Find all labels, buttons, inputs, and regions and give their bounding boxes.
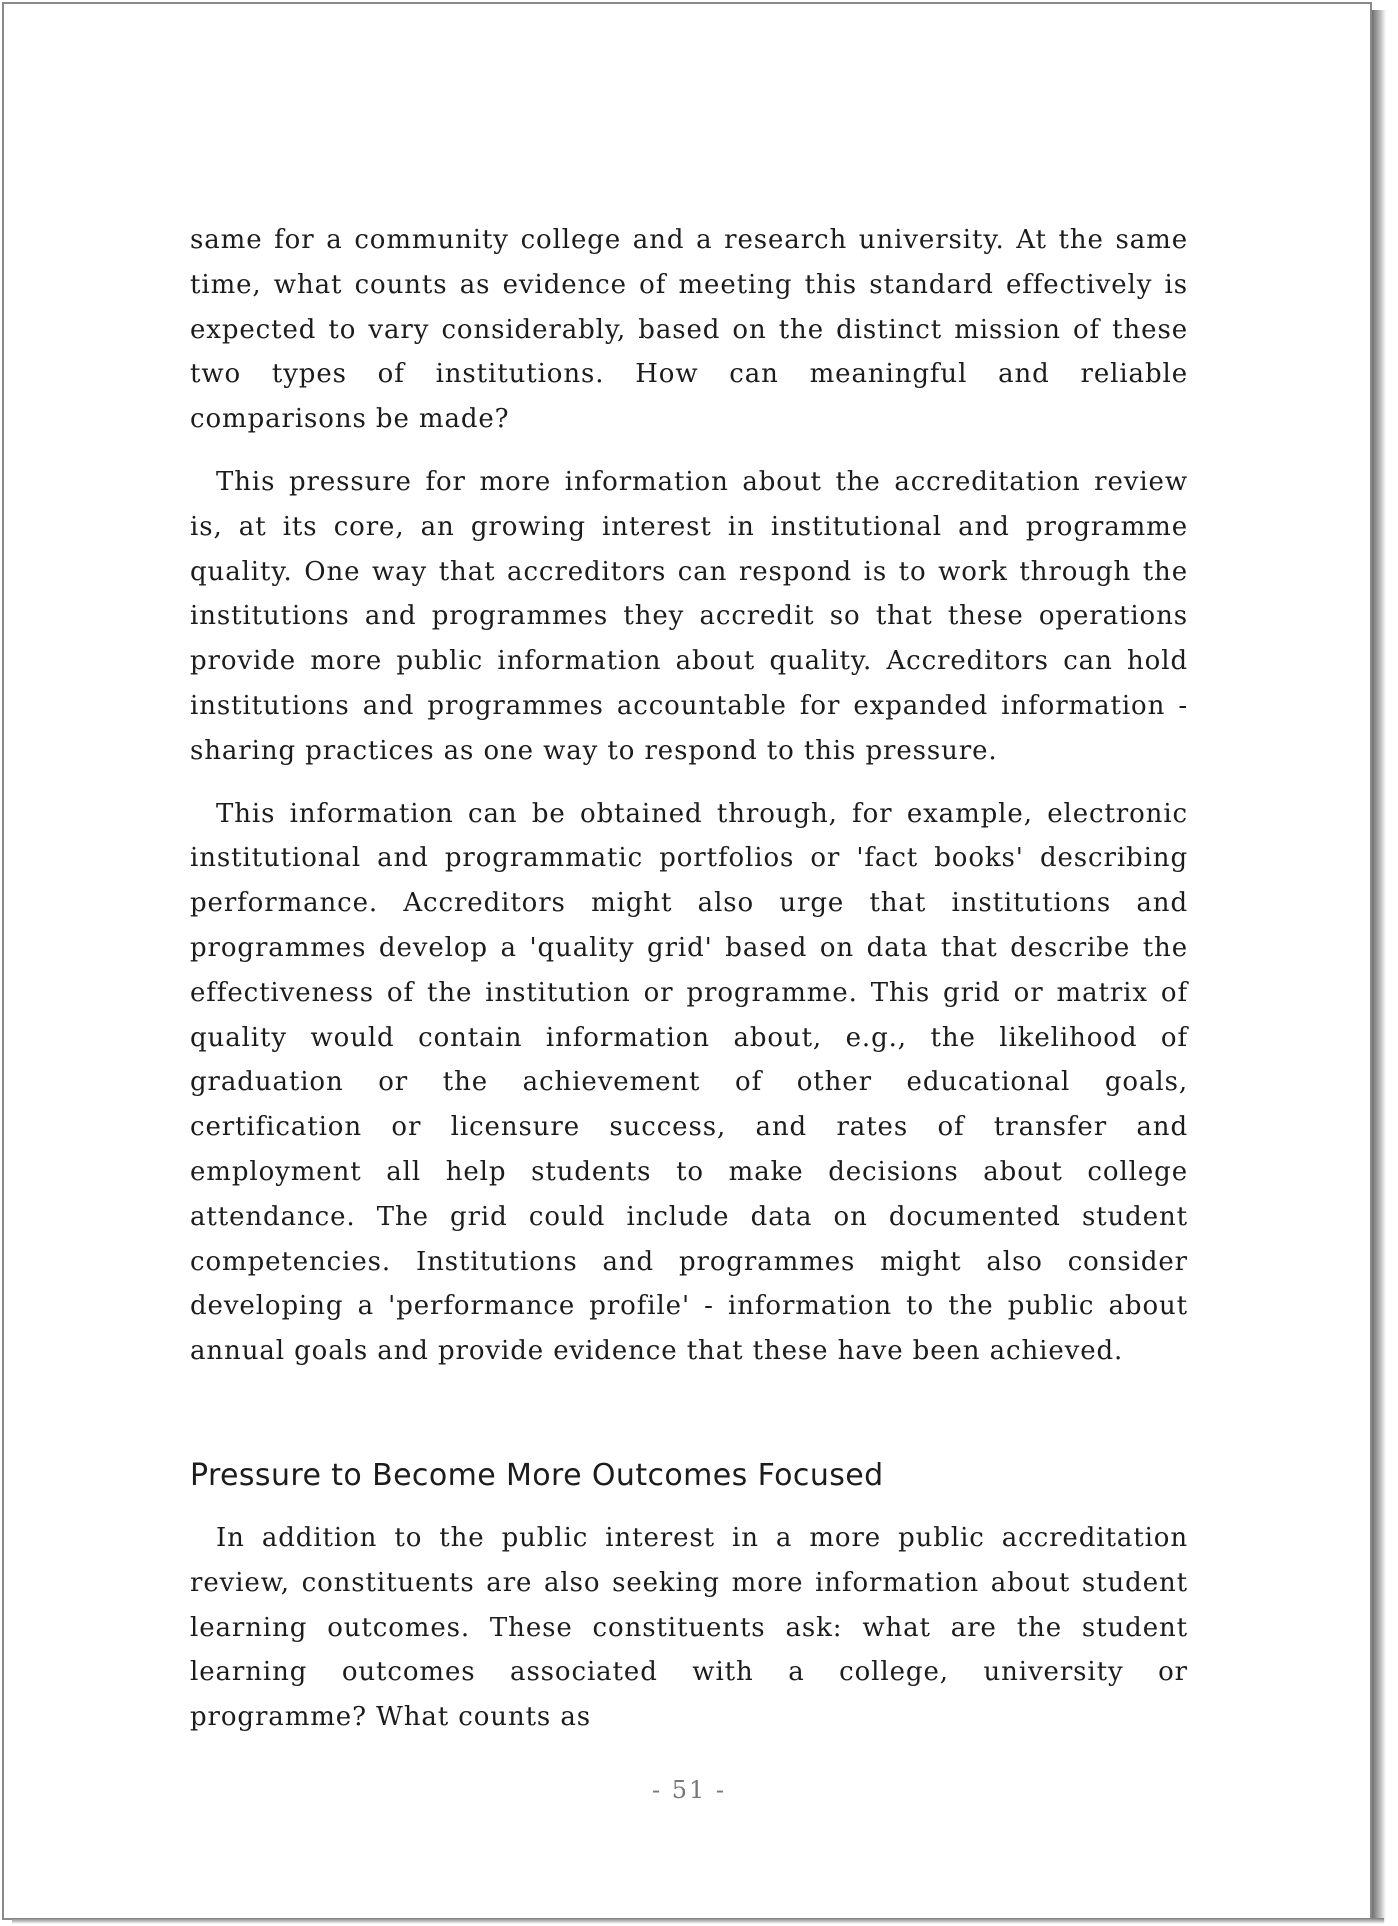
- paragraph-information-pressure: This pressure for more information about the accreditation review is, at its core, an growing interest in institutional and programme quality. One way that accreditors can respond is to work through the institutions and programmes they accredit so that these operations provide more public information about quality. Accreditors can hold institutions and programmes accountable for expanded information -sharing practices as one way to respond to this pressure.: [190, 466, 1188, 766]
- section-heading: Pressure to Become More Outcomes Focused: [190, 1457, 884, 1493]
- page-content: [190, 218, 1188, 1758]
- page-shadow-right: [1372, 10, 1386, 1922]
- paragraph-continued: same for a community college and a research university. At the same time, what counts as evidence of meeting this standard effectively is expected to vary considerably, based on the distinct mission of these two types of institutions. How can meaningful and reliable comparisons be made?: [190, 225, 1188, 435]
- paragraph-quality-grid: This information can be obtained through, for example, electronic institutional and programmatic portfolios or 'fact books' describing performance. Accreditors might also urge that institutions and programmes develop a 'quality grid' based on data that describe the effectiveness of the institution or programme. This grid or matrix of quality would contain information about, e.g., the likelihood of graduation or the achievement of other educational goals, certification or licensure success, and rates of transfer and employment all help students to make decisions about college attendance. The grid could include data on documented student competencies. Institutions and programmes might also consider developing a 'performance profile' - information to the public about annual goals and provide evidence that these have been achieved.: [190, 798, 1188, 1367]
- page-shadow-bottom: [12, 1918, 1384, 1924]
- paragraph-outcomes: In addition to the public interest in a more public accreditation review, constituents are also seeking more information about student learning outcomes. These constituents ask: what are the student learning outcomes associated with a college, university or programme? What counts as: [190, 1522, 1188, 1733]
- page-number: - 51 -: [651, 1776, 726, 1804]
- document-page: [2, 2, 1372, 1920]
